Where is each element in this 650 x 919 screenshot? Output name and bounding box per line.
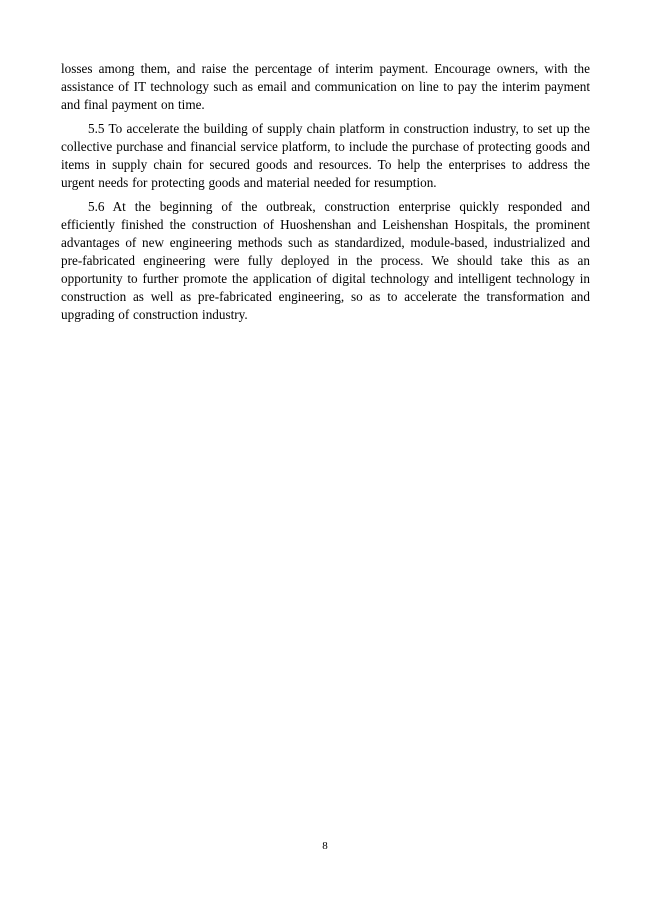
paragraph-continuation: losses among them, and raise the percentage of interim payment. Encourage owners, with the assistance of IT technology such as email and communication on line to pay the interim payment and final payment on time. xyxy=(61,61,590,112)
page-footer xyxy=(0,836,650,854)
paragraph-5-6: 5.6 At the beginning of the outbreak, construction enterprise quickly responded and efficiently finished the construction of Huoshenshan and Leishenshan Hospitals, the prominent advantages of new engineering methods such as standardized, module-based, industrialized and pre-fabricated engineering were fully deployed in the process. We should take this as an opportunity to further promote the application of digital technology and intelligent technology in construction as well as pre-fabricated engineering, so as to accelerate the transformation and upgrading of construction industry. xyxy=(61,199,590,322)
paragraph-5-5: 5.5 To accelerate the building of supply chain platform in construction industry, to set up the collective purchase and financial service platform, to include the purchase of protecting goods and items in supply chain for secured goods and resources. To help the enterprises to address the urgent needs for protecting goods and material needed for resumption. xyxy=(61,121,590,190)
page-number: 8 xyxy=(322,840,328,852)
document-body xyxy=(61,60,590,330)
